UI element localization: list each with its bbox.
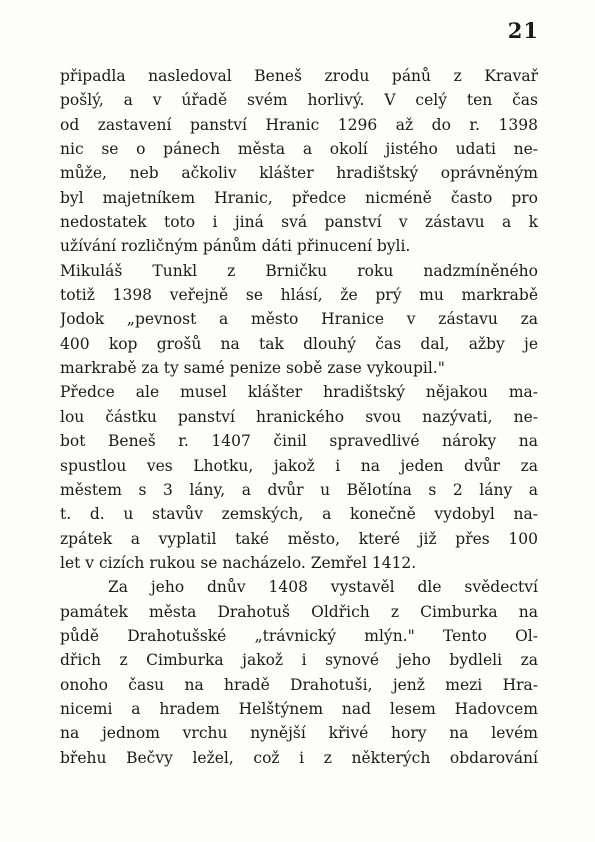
text-line: od zastavení panství Hranic 1296 až do r. 1398 — [60, 115, 538, 134]
text-line: nicemi a hradem Helštýnem nad lesem Hadovcem — [60, 699, 538, 718]
text-line: na jednom vrchu nynější křivé hory na levém — [60, 724, 538, 743]
text-line: Jodok „pevnost a město Hranice v zástavu za — [60, 310, 538, 329]
text-line: bot Beneš r. 1407 činil spravedlivé nároky na — [60, 432, 538, 451]
text-line: zpátek a vyplatil také město, které již přes 100 — [60, 529, 538, 548]
text-line: 400 kop grošů na tak dlouhý čas dal, ažby je — [60, 334, 538, 353]
text-line: onoho času na hradě Drahotuši, jenž mezi Hra- — [60, 675, 538, 694]
text-line: městem s 3 lány, a dvůr u Bělotína s 2 lány a — [60, 480, 538, 499]
text-line: markrabě za ty samé penize sobě zase vykoupil." — [60, 359, 445, 378]
text-line: nic se o pánech města a okolí jistého udati ne- — [60, 140, 538, 159]
text-line: břehu Bečvy ležel, což i z některých obdarování — [60, 748, 538, 767]
text-line: památek města Drahotuš Oldřich z Cimburka na — [60, 602, 538, 621]
text-line: Mikuláš Tunkl z Brničku roku nadzmíněného — [60, 261, 538, 280]
text-line: lou částku panství hranického svou nazývati, ne- — [60, 407, 538, 426]
text-line: dřich z Cimburka jakož i synové jeho bydleli za — [60, 651, 538, 670]
text-line: připadla nasledoval Beneš zrodu pánů z Kravař — [60, 67, 538, 85]
text-line: Za jeho dnův 1408 vystavěl dle svědectví — [108, 578, 538, 597]
text-line: užívání rozličným pánům dáti přinucení byli. — [60, 237, 411, 256]
text-line: totiž 1398 veřejně se hlásí, že prý mu markrabě — [60, 286, 538, 305]
text-line: půdě Drahotušské „trávnický mlýn." Tento Ol- — [60, 626, 538, 645]
page-number: 21 — [507, 18, 539, 43]
text-line: nedostatek toto i jiná svá panství v zástavu a k — [60, 213, 538, 232]
text-line: pošlý, a v úřadě svém horlivý. V celý ten čas — [60, 91, 538, 110]
text-line: Předce ale musel klášter hradištský nějakou ma- — [60, 383, 538, 402]
text-line: let v cizích rukou se nacházelo. Zemřel 1412. — [60, 553, 417, 572]
text-line: byl majetníkem Hranic, předce nicméně často pro — [60, 188, 538, 207]
text-line: může, neb ačkoliv klášter hradištský oprávněným — [60, 164, 538, 183]
body-text — [60, 64, 538, 770]
text-line: t. d. u stavův zemských, a konečně vydobyl na- — [60, 505, 538, 524]
text-line: spustlou ves Lhotku, jakož i na jeden dvůr za — [60, 456, 538, 475]
